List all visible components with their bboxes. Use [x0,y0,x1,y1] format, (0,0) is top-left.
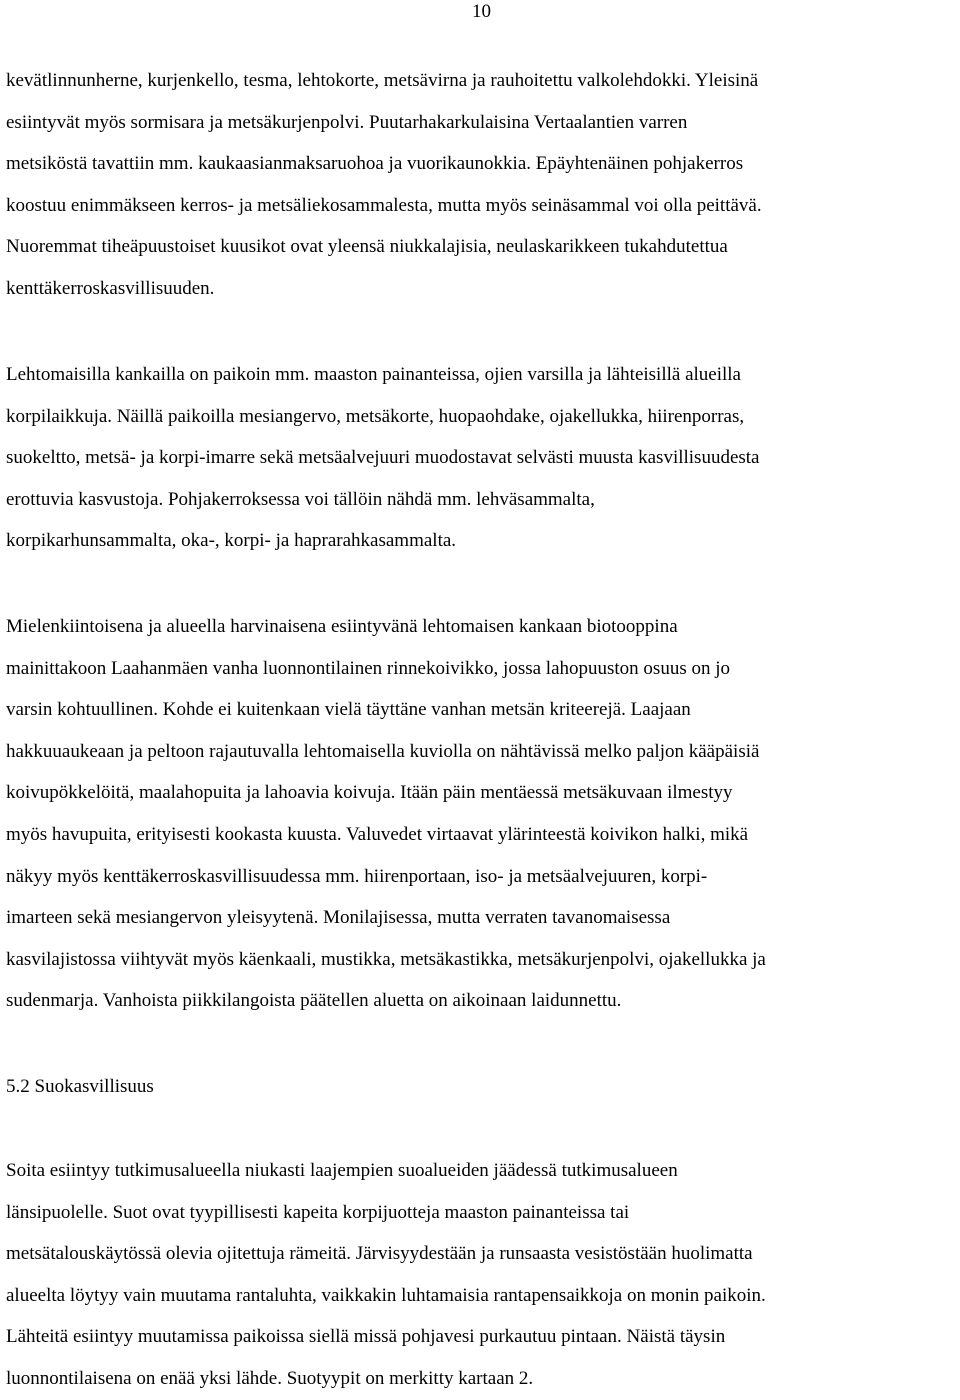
text-line: myös havupuita, erityisesti kookasta kuusta. Valuvedet virtaavat ylärinteestä koivikon halki, mikä [6,823,749,845]
text-line: sudenmarja. Vanhoista piikkilangoista päätellen aluetta on aikoinaan laidunnettu. [6,990,622,1012]
text-line: koivupökkelöitä, maalahopuita ja lahoavia koivuja. Itään päin mentäessä metsäkuvaan ilmestyy [6,782,733,804]
text-line: länsipuolelle. Suot ovat tyypillisesti kapeita korpijuotteja maaston painanteissa tai [6,1201,630,1223]
text-line: suokeltto, metsä- ja korpi-imarre sekä metsäalvejuuri muodostavat selvästi muusta kasvillisuudesta [6,447,760,469]
text-line: metsiköstä tavattiin mm. kaukaasianmaksaruohoa ja vuorikaunokkia. Epäyhtenäinen pohjakerros [6,153,744,175]
text-line: korpilaikkuja. Näillä paikoilla mesiangervo, metsäkorte, huopaohdake, ojakellukka, hiirenporras, [6,405,745,427]
text-line: Lähteitä esiintyy muutamissa paikoissa siellä missä pohjavesi purkautuu pintaan. Näistä täysin [6,1326,726,1348]
text-line: varsin kohtuullinen. Kohde ei kuitenkaan vielä täyttäne vanhan metsän kriteerejä. Laajaan [6,699,691,721]
paragraph-3 [6,606,960,1022]
paragraph-2 [6,354,960,562]
paragraph-4 [6,1150,960,1400]
text-line: Mielenkiintoisena ja alueella harvinaisena esiintyvänä lehtomaisen kankaan biotooppina [6,616,678,637]
text-line: alueelta löytyy vain muutama rantaluhta, vaikkakin luhtamaisia rantapensaikkoja on monin paikoin. [6,1284,766,1306]
text-line: esiintyvät myös sormisara ja metsäkurjenpolvi. Puutarhakarkulaisina Vertaalantien varren [6,111,688,133]
text-line: Soita esiintyy tutkimusalueella niukasti laajempien suoalueiden jäädessä tutkimusalueen [6,1160,678,1181]
text-line: Lehtomaisilla kankailla on paikoin mm. maaston painanteissa, ojien varsilla ja lähteisillä alueilla [6,364,741,385]
text-line: hakkuuaukeaan ja peltoon rajautuvalla lehtomaisella kuviolla on nähtävissä melko paljon kääpäisiä [6,740,760,762]
text-line: koostuu enimmäkseen kerros- ja metsäliekosammalesta, mutta myös seinäsammal voi olla peittävä. [6,194,762,216]
text-line: metsätalouskäytössä olevia ojitettuja rämeitä. Järvisyydestään ja runsaasta vesistöstään huolimatta [6,1243,753,1265]
text-line: kenttäkerroskasvillisuuden. [6,277,215,299]
section-heading: 5.2 Suokasvillisuus [6,1076,154,1097]
text-line: imarteen sekä mesiangervon yleisyytenä. Monilajisessa, mutta verraten tavanomaisessa [6,907,671,929]
page-number: 10 [472,1,491,22]
text-line: kevätlinnunherne, kurjenkello, tesma, lehtokorte, metsävirna ja rauhoitettu valkolehdokki. Yleisinä [6,70,759,91]
paragraph-1 [6,60,960,310]
text-line: Nuoremmat tiheäpuustoiset kuusikot ovat yleensä niukkalajisia, neulaskarikkeen tukahdutettua [6,236,728,258]
text-line: korpikarhunsammalta, oka-, korpi- ja haprarahkasammalta. [6,530,457,552]
text-line: kasvilajistossa viihtyvät myös käenkaali, mustikka, metsäkastikka, metsäkurjenpolvi, ojakellukka ja [6,948,766,970]
text-line: mainittakoon Laahanmäen vanha luonnontilainen rinnekoivikko, jossa lahopuuston osuus on jo [6,657,730,679]
text-line: näkyy myös kenttäkerroskasvillisuudessa mm. hiirenportaan, iso- ja metsäalvejuuren, korpi- [6,865,708,887]
text-line: luonnontilaisena on enää yksi lähde. Suotyypit on merkitty kartaan 2. [6,1367,534,1389]
text-line: erottuvia kasvustoja. Pohjakerroksessa voi tällöin nähdä mm. lehväsammalta, [6,488,595,510]
